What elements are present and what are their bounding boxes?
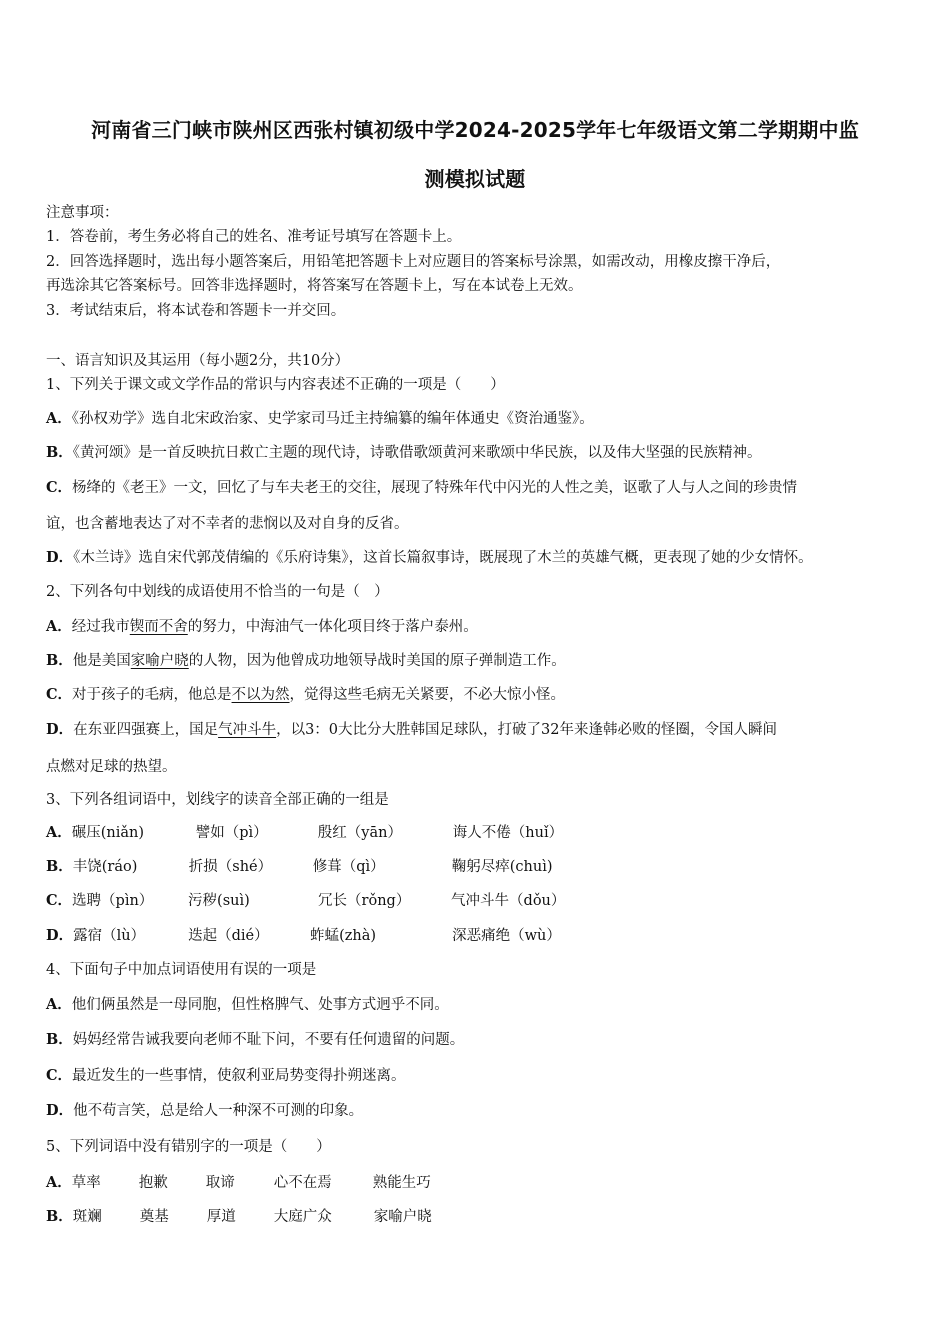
option-text: 杨绛的《老王》一文，回忆了与车夫老王的交往，展现了特殊年代中闪光的人性之美，讴歌了人与人之间的珍贵情 <box>72 480 798 496</box>
word-item: 深恶痛绝（wù） <box>452 928 561 944</box>
option-text: 《黄河颂》是一首反映抗日救亡主题的现代诗，诗歌借歌颂黄河来歌颂中华民族，以及伟大坚强的民族精神。 <box>72 445 762 461</box>
word-item: 蚱蜢(zhà) <box>310 928 377 944</box>
word-item: 奠基 <box>139 1209 169 1225</box>
word-item: 心不在焉 <box>273 1175 332 1191</box>
q3-option-a <box>46 823 563 843</box>
word-item: 迭起（dié） <box>188 928 269 944</box>
q3-stem: 3、下列各组词语中，划线字的读音全部正确的一组是 <box>46 792 389 808</box>
option-text: 的努力，中海油气一体化项目终于落户泰州。 <box>187 619 478 635</box>
q4-option-c <box>46 1066 406 1086</box>
option-text: 妈妈经常告诫我要向老师不耻下问，不要有任何遗留的问题。 <box>72 1032 465 1048</box>
option-text: 对于孩子的毛病，他总是 <box>72 687 232 703</box>
word-item: 斑斓 <box>72 1209 102 1225</box>
option-label: C． <box>46 686 73 703</box>
q2-option-c <box>46 685 565 705</box>
q1-option-c <box>46 478 797 498</box>
q5-option-a <box>46 1173 431 1193</box>
q2-stem: 2、下列各句中划线的成语使用不恰当的一句是（ ） <box>46 584 389 600</box>
word-item: 修葺（qì） <box>312 859 385 875</box>
option-label: C． <box>46 892 73 909</box>
option-label: B． <box>46 444 73 461</box>
option-label: A． <box>46 410 72 427</box>
option-text: 最近发生的一些事情，使叙利亚局势变得扑朔迷离。 <box>72 1068 406 1084</box>
word-item: 丰饶(ráo) <box>72 859 138 875</box>
word-item: 譬如（pì） <box>195 825 268 841</box>
word-item: 鞠躬尽瘁(chuì) <box>451 859 553 875</box>
q2-option-d <box>46 720 777 740</box>
underlined-idiom: 锲而不舍 <box>129 619 188 635</box>
notice-item-2a: 2．回答选择题时，选出每小题答案后，用铅笔把答题卡上对应题目的答案标号涂黑，如需改动，用橡皮擦干净后， <box>46 254 781 270</box>
option-label: A． <box>46 996 72 1013</box>
word-item: 折损（shé） <box>188 859 273 875</box>
q1-option-b <box>46 443 762 463</box>
q2-option-d-cont: 点燃对足球的热望。 <box>46 759 177 775</box>
q4-option-b <box>46 1030 464 1050</box>
option-label: D． <box>46 549 74 566</box>
option-text: 在东亚四强赛上，国足 <box>73 722 219 738</box>
q5-option-b <box>46 1207 432 1227</box>
option-label: B． <box>46 1208 73 1225</box>
word-item: 冗长（rǒng） <box>318 893 411 909</box>
option-label: D． <box>46 1102 74 1119</box>
q1-option-c-cont: 谊，也含蓄地表达了对不幸者的悲悯以及对自身的反省。 <box>46 516 409 532</box>
q3-option-b <box>46 857 553 877</box>
option-text: 经过我市 <box>71 619 130 635</box>
notice-item-1: 1．答卷前，考生务必将自己的姓名、准考证号填写在答题卡上。 <box>46 229 462 245</box>
q4-option-a <box>46 995 449 1015</box>
q5-stem: 5、下列词语中没有错别字的一项是（ ） <box>46 1139 331 1155</box>
word-item: 污秽(suì) <box>188 893 250 909</box>
q1-stem: 1、下列关于课文或文学作品的常识与内容表述不正确的一项是（ ） <box>46 377 505 393</box>
option-text: ，以3：0大比分大胜韩国足球队，打破了32年来逢韩必败的怪圈，令国人瞬间 <box>276 722 777 738</box>
word-item: 气冲斗牛（dǒu） <box>451 893 566 909</box>
underlined-idiom: 气冲斗牛 <box>218 722 277 738</box>
notice-item-2b: 再选涂其它答案标号。回答非选择题时，将答案写在答题卡上，写在本试卷上无效。 <box>46 278 583 294</box>
word-item: 草率 <box>71 1175 101 1191</box>
option-text: 他是美国 <box>72 653 131 669</box>
word-item: 厚道 <box>206 1209 236 1225</box>
underlined-idiom: 家喻户晓 <box>130 653 189 669</box>
exam-title-line1: 河南省三门峡市陕州区西张村镇初级中学2024-2025学年七年级语文第二学期期中监 <box>91 118 859 142</box>
option-label: C． <box>46 1067 73 1084</box>
q1-option-a <box>46 409 594 429</box>
option-text: ，觉得这些毛病无关紧要，不必大惊小怪。 <box>289 687 566 703</box>
option-text: 《木兰诗》选自宋代郭茂倩编的《乐府诗集》，这首长篇叙事诗，既展现了木兰的英雄气概，更表现了她的少女情怀。 <box>73 550 813 566</box>
option-label: B． <box>46 1031 73 1048</box>
notice-heading: 注意事项： <box>46 205 119 221</box>
option-text: 的人物，因为他曾成功地领导战时美国的原子弹制造工作。 <box>188 653 566 669</box>
word-item: 选聘（pìn） <box>72 893 154 909</box>
option-label: A． <box>46 618 72 635</box>
option-text: 他们俩虽然是一母同胞，但性格脾气、处事方式迥乎不同。 <box>71 997 449 1013</box>
word-item: 大庭广众 <box>273 1209 332 1225</box>
underlined-idiom: 不以为然 <box>231 687 290 703</box>
word-item: 露宿（lù） <box>73 928 146 944</box>
option-label: A． <box>46 1174 72 1191</box>
section-heading: 一、语言知识及其运用（每小题2分，共10分） <box>46 353 350 369</box>
q1-option-d <box>46 548 813 568</box>
option-text: 他不苟言笑，总是给人一种深不可测的印象。 <box>73 1103 364 1119</box>
word-item: 家喻户晓 <box>373 1209 432 1225</box>
exam-title-line2: 测模拟试题 <box>424 167 526 191</box>
q3-option-c <box>46 891 565 911</box>
word-item: 抱歉 <box>138 1175 168 1191</box>
word-item: 诲人不倦（huǐ） <box>452 825 564 841</box>
q4-option-d <box>46 1101 363 1121</box>
word-item: 取谛 <box>205 1175 235 1191</box>
word-item: 熟能生巧 <box>372 1175 431 1191</box>
option-label: B． <box>46 652 73 669</box>
word-item: 碾压(niǎn) <box>71 825 145 841</box>
notice-item-3: 3．考试结束后，将本试卷和答题卡一并交回。 <box>46 303 346 319</box>
q3-option-d <box>46 926 561 946</box>
option-label: D． <box>46 927 74 944</box>
option-label: B． <box>46 858 73 875</box>
option-text: 《孙权劝学》选自北宋政治家、史学家司马迁主持编纂的编年体通史《资治通鉴》。 <box>71 411 594 427</box>
option-label: D． <box>46 721 74 738</box>
q2-option-b <box>46 651 566 671</box>
q2-option-a <box>46 617 478 637</box>
q4-stem: 4、下面句子中加点词语使用有误的一项是 <box>46 962 317 978</box>
word-item: 殷红（yān） <box>317 825 402 841</box>
option-label: A． <box>46 824 72 841</box>
option-label: C． <box>46 479 73 496</box>
